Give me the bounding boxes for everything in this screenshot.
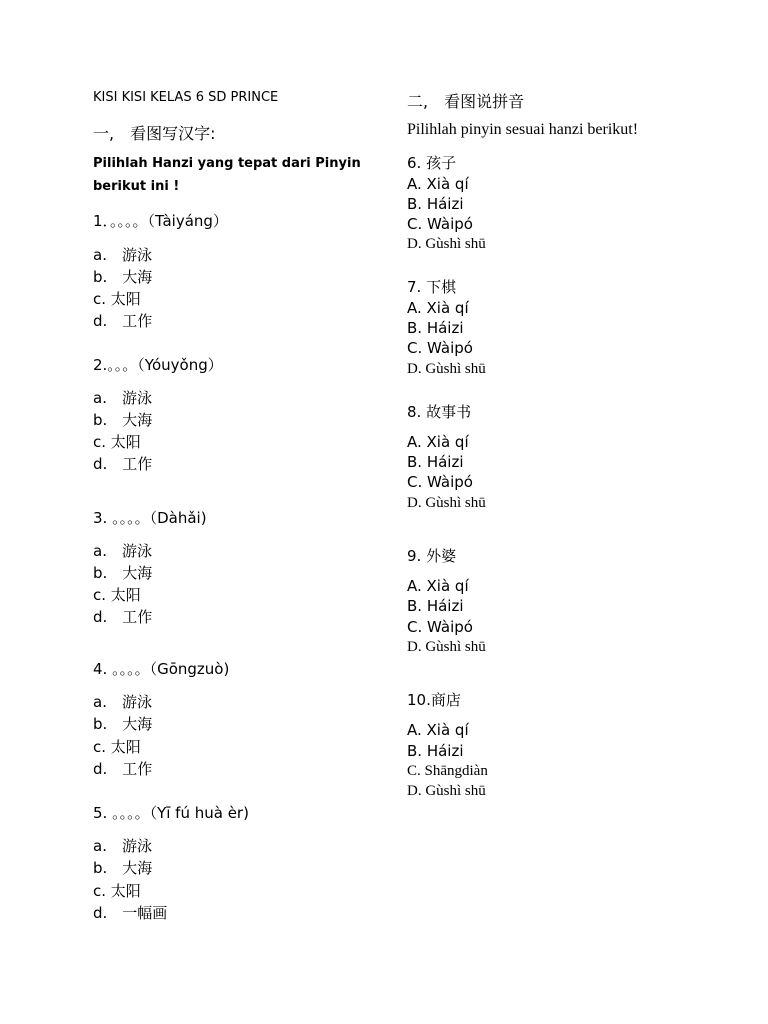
question-4-option-b: b. 大海 (93, 715, 153, 733)
question-9-stem: 9. 外婆 (407, 547, 457, 565)
question-7-option-a: A. Xià qí (407, 299, 469, 317)
question-4-option-c: c. 太阳 (93, 738, 141, 756)
question-3-option-a: a. 游泳 (93, 542, 152, 560)
question-9-option-c: C. Wàipó (407, 618, 473, 636)
question-2-option-a: a. 游泳 (93, 389, 152, 407)
question-10-option-c: C. Shāngdiàn (407, 763, 488, 779)
question-8-stem: 8. 故事书 (407, 403, 472, 421)
document-title: KISI KISI KELAS 6 SD PRINCE (93, 90, 279, 105)
question-10-stem: 10.商店 (407, 691, 461, 709)
question-9-option-a: A. Xià qí (407, 577, 469, 595)
question-10-option-d: D. Gùshì shū (407, 783, 486, 799)
question-1-stem: 1．。。。。（Tàiyáng） (93, 212, 228, 230)
question-6-option-d: D. Gùshì shū (407, 236, 486, 252)
question-7-option-d: D. Gùshì shū (407, 361, 486, 377)
question-7-option-b: B. Háizi (407, 319, 464, 337)
question-1-option-a: a. 游泳 (93, 246, 152, 264)
section-heading-2: 二, 看图说拼音 (407, 92, 525, 111)
question-6-option-a: A. Xià qí (407, 175, 469, 193)
question-5-option-c: c. 太阳 (93, 882, 141, 900)
question-9-option-b: B. Háizi (407, 597, 464, 615)
question-4-option-a: a. 游泳 (93, 693, 152, 711)
question-1-option-c: c. 太阳 (93, 290, 141, 308)
question-3-option-c: c. 太阳 (93, 586, 141, 604)
question-2-option-d: d. 工作 (93, 455, 153, 473)
question-8-option-c: C. Wàipó (407, 473, 473, 491)
question-1-option-b: b. 大海 (93, 268, 153, 286)
question-8-option-a: A. Xià qí (407, 433, 469, 451)
question-5-option-d: d. 一幅画 (93, 904, 168, 922)
question-7-option-c: C. Wàipó (407, 339, 473, 357)
question-2-option-b: b. 大海 (93, 411, 153, 429)
question-7-stem: 7. 下棋 (407, 278, 457, 296)
instruction-line-2: berikut ini ! (93, 179, 180, 194)
question-3-stem: 3. 。。。。（Dàhǎi) (93, 509, 207, 527)
question-10-option-a: A. Xià qí (407, 721, 469, 739)
question-8-option-b: B. Háizi (407, 453, 464, 471)
question-5-stem: 5. 。。。。（Yī fú huà èr) (93, 804, 249, 822)
instruction-line-1: Pilihlah Hanzi yang tepat dari Pinyin (93, 156, 361, 171)
question-6-option-c: C. Wàipó (407, 215, 473, 233)
question-4-stem: 4. 。。。。（Gōngzuò) (93, 660, 230, 678)
question-6-option-b: B. Háizi (407, 195, 464, 213)
section-heading-1: 一, 看图写汉字: (93, 124, 216, 143)
question-4-option-d: d. 工作 (93, 760, 153, 778)
question-6-stem: 6. 孩子 (407, 154, 457, 172)
question-2-stem: 2.。。。（Yóuyǒng） (93, 356, 223, 374)
question-5-option-a: a. 游泳 (93, 837, 152, 855)
question-10-option-b: B. Háizi (407, 742, 464, 760)
question-9-option-d: D. Gùshì shū (407, 639, 486, 655)
question-3-option-d: d. 工作 (93, 608, 153, 626)
question-1-option-d: d. 工作 (93, 312, 153, 330)
question-5-option-b: b. 大海 (93, 859, 153, 877)
question-3-option-b: b. 大海 (93, 564, 153, 582)
question-2-option-c: c. 太阳 (93, 433, 141, 451)
instruction-right: Pilihlah pinyin sesuai hanzi berikut! (407, 121, 639, 138)
question-8-option-d: D. Gùshì shū (407, 495, 486, 511)
